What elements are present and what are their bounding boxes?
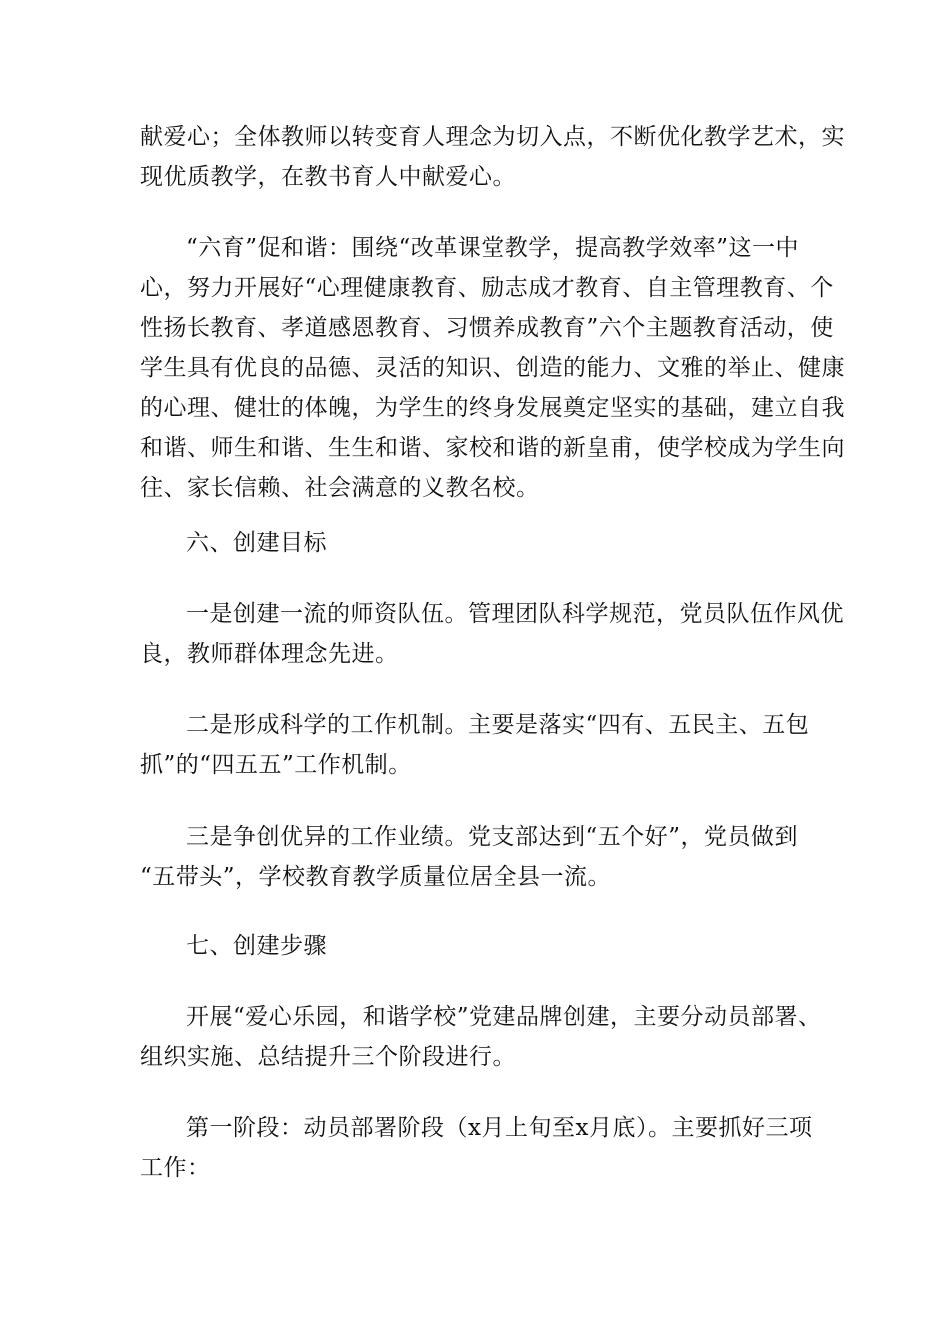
text-line: 一是创建一流的师资队伍。管理团队科学规范，党员队伍作风优 bbox=[186, 601, 844, 627]
text-line: 往、家长信赖、社会满意的义教名校。 bbox=[140, 475, 540, 501]
text-line: 开展“爱心乐园，和谐学校”党建品牌创建，主要分动员部署、 bbox=[186, 1004, 822, 1030]
text-line: 现优质教学，在教书育人中献爱心。 bbox=[140, 164, 516, 190]
paragraph-phase-one bbox=[140, 1108, 820, 1188]
paragraph-goal-three bbox=[140, 817, 820, 897]
text-line: 工作： bbox=[140, 1155, 211, 1181]
text-line: 三是争创优异的工作业绩。党支部达到“五个好”，党员做到 bbox=[186, 824, 799, 850]
text-line: 性扬长教育、孝道感恩教育、习惯养成教育”六个主题教育活动，使 bbox=[140, 315, 834, 341]
section-heading: 六、创建目标 bbox=[186, 530, 327, 556]
text-line: 第一阶段：动员部署阶段（x月上旬至x月底）。主要抓好三项 bbox=[186, 1115, 813, 1141]
section-heading: 七、创建步骤 bbox=[186, 933, 327, 959]
text-line: 和谐、师生和谐、生生和谐、家校和谐的新皇甫，使学校成为学生向 bbox=[140, 435, 845, 461]
section-heading-goals bbox=[140, 523, 820, 563]
text-line: 组织实施、总结提升三个阶段进行。 bbox=[140, 1044, 516, 1070]
paragraph-goal-one bbox=[140, 594, 844, 674]
text-line: 抓”的“四五五”工作机制。 bbox=[140, 752, 412, 778]
section-heading-steps bbox=[140, 926, 820, 966]
text-line: 献爱心；全体教师以转变育人理念为切入点，不断优化教学艺术，实 bbox=[140, 124, 845, 150]
paragraph-goal-two bbox=[140, 705, 820, 785]
text-line: “六育”促和谐：围绕“改革课堂教学，提高教学效率”这一中 bbox=[186, 235, 800, 261]
paragraph-brand-creation bbox=[140, 997, 820, 1077]
text-line: 学生具有优良的品德、灵活的知识、创造的能力、文雅的举止、健康 bbox=[140, 355, 845, 381]
text-line: 良，教师群体理念先进。 bbox=[140, 641, 399, 667]
text-line: 心，努力开展好“心理健康教育、励志成才教育、自主管理教育、个 bbox=[140, 275, 834, 301]
paragraph-dedication bbox=[140, 117, 845, 197]
text-line: “五带头”，学校教育教学质量位居全县一流。 bbox=[140, 864, 612, 890]
text-line: 的心理、健壮的体魄，为学生的终身发展奠定坚实的基础，建立自我 bbox=[140, 395, 845, 421]
paragraph-six-education bbox=[140, 228, 845, 508]
text-line: 二是形成科学的工作机制。主要是落实“四有、五民主、五包 bbox=[186, 712, 810, 738]
